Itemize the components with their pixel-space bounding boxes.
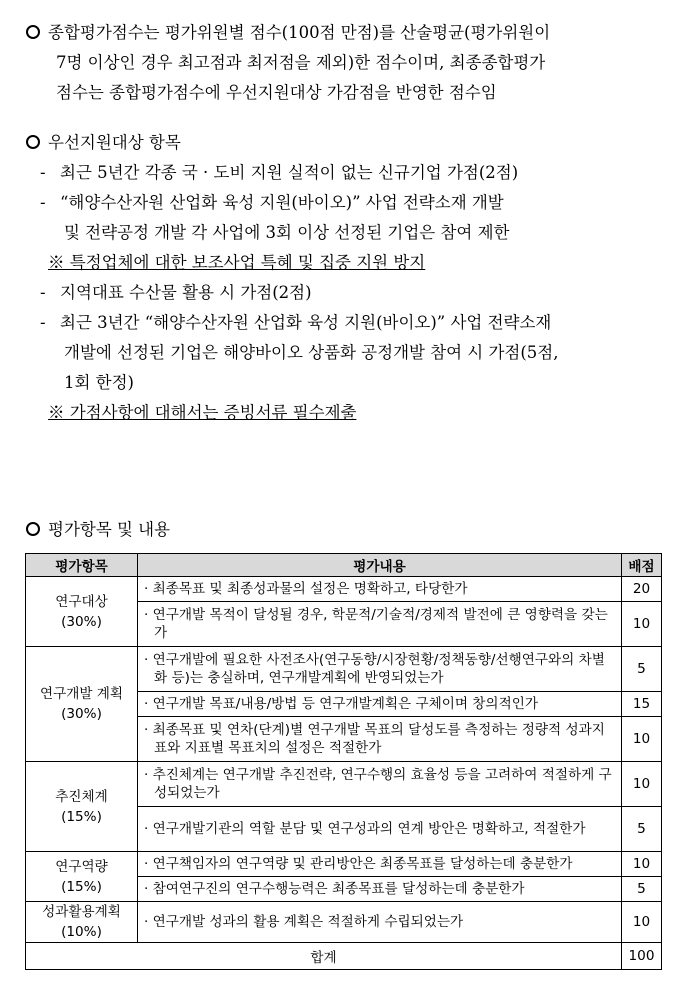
header-content: 평가내용 <box>138 554 622 577</box>
total-row <box>26 943 662 970</box>
item-score: 5 <box>622 877 662 902</box>
circle-bullet-icon <box>26 522 40 536</box>
category-weight: (30%) <box>61 613 102 630</box>
priority-item-1: - 최근 5년간 각종 국 · 도비 지원 실적이 없는 신규기업 가점(2점) <box>22 158 667 188</box>
item-text: · 최종목표 및 연차(단계)별 연구개발 목표의 달성도를 측정하는 정량적 성과지표와 지표별 목표치의 설정은 적절한가 <box>138 717 622 762</box>
category-cell <box>26 762 138 852</box>
item-text: · 연구개발 목표/내용/방법 등 연구개발계획은 구체이며 창의적인가 <box>138 692 622 717</box>
table-header-row <box>26 554 662 577</box>
item-text: · 연구개발 성과의 활용 계획은 적절하게 수립되었는가 <box>138 902 622 943</box>
circle-bullet-icon <box>26 25 40 39</box>
evaluation-heading-row <box>22 515 667 545</box>
item-text: · 연구개발기관의 역할 분담 및 연구성과의 연계 방안은 명확하고, 적절한가 <box>138 807 622 852</box>
priority-note-2: ※ 가점사항에 대해서는 증빙서류 필수제출 <box>48 403 357 422</box>
item-score: 5 <box>622 807 662 852</box>
table-row <box>26 852 662 877</box>
category-cell <box>26 852 138 902</box>
item-text: · 연구개발에 필요한 사전조사(연구동향/시장현황/정책동향/선행연구와의 차별화 등)는 충실하며, 연구개발계획에 반영되었는가 <box>138 647 622 692</box>
intro-line-2: 7명 이상인 경우 최고점과 최저점을 제외)한 점수이며, 최종종합평가 <box>56 53 546 72</box>
item-score: 5 <box>622 647 662 692</box>
table-row <box>26 902 662 943</box>
category-name: 연구개발 계획 <box>39 686 124 702</box>
priority-item-4: - 최근 3년간 “해양수산자원 산업화 육성 지원(바이오)” 사업 전략소재 <box>22 308 667 338</box>
category-weight: (30%) <box>61 706 102 722</box>
category-name: 성과활용계획 <box>42 904 121 920</box>
header-category: 평가항목 <box>26 554 138 577</box>
item-text: · 최종목표 및 최종성과물의 설정은 명확하고, 타당한가 <box>138 577 622 602</box>
priority-heading: 우선지원대상 항목 <box>48 133 181 152</box>
category-cell <box>26 647 138 762</box>
item-score: 10 <box>622 852 662 877</box>
priority-item-4-cont-2: 1회 한정) <box>64 373 134 392</box>
item-text: · 연구개발 목적이 달성될 경우, 학문적/기술적/경제적 발전에 큰 영향력을 갖는가 <box>138 602 622 647</box>
category-weight: (15%) <box>61 878 102 895</box>
category-cell <box>26 902 138 943</box>
category-name: 연구역량 <box>55 858 108 875</box>
item-score: 20 <box>622 577 662 602</box>
dash-bullet: - <box>40 313 46 332</box>
intro-paragraph <box>22 18 667 108</box>
item-score: 10 <box>622 902 662 943</box>
item-score: 10 <box>622 762 662 807</box>
dash-bullet: - <box>40 163 46 182</box>
priority-item-3: - 지역대표 수산물 활용 시 가점(2점) <box>22 278 667 308</box>
item-text: · 연구책임자의 연구역량 및 관리방안은 최종목표를 달성하는데 충분한가 <box>138 852 622 877</box>
dash-bullet: - <box>40 193 46 212</box>
table-row <box>26 577 662 602</box>
total-score: 100 <box>622 943 662 970</box>
item-score: 15 <box>622 692 662 717</box>
intro-line-3: 점수는 종합평가점수에 우선지원대상 가감점을 반영한 점수임 <box>56 83 497 102</box>
category-cell <box>26 577 138 647</box>
priority-item-2: - “해양수산자원 산업화 육성 지원(바이오)” 사업 전략소재 개발 <box>22 188 667 218</box>
priority-section <box>22 128 667 428</box>
header-score: 배점 <box>622 554 662 577</box>
priority-note-1: ※ 특정업체에 대한 보조사업 특혜 및 집중 지원 방지 <box>48 253 426 272</box>
category-weight: (15%) <box>61 808 102 825</box>
table-row <box>26 647 662 692</box>
intro-line-1: 종합평가점수는 평가위원별 점수(100점 만점)를 산술평균(평가위원이 <box>48 23 551 42</box>
category-weight: (10%) <box>61 924 102 940</box>
evaluation-heading: 평가항목 및 내용 <box>48 520 171 539</box>
priority-item-2-cont: 및 전략공정 개발 각 사업에 3회 이상 선정된 기업은 참여 제한 <box>64 223 510 242</box>
category-name: 추진체계 <box>55 788 108 805</box>
item-text: · 참여연구진의 연구수행능력은 최종목표를 달성하는데 충분한가 <box>138 877 622 902</box>
table-row <box>26 762 662 807</box>
total-label: 합계 <box>26 943 622 970</box>
circle-bullet-icon <box>26 135 40 149</box>
item-score: 10 <box>622 717 662 762</box>
category-name: 연구대상 <box>55 593 108 610</box>
evaluation-table <box>25 553 662 970</box>
item-score: 10 <box>622 602 662 647</box>
priority-item-4-cont-1: 개발에 선정된 기업은 해양바이오 상품화 공정개발 참여 시 가점(5점, <box>64 343 559 362</box>
dash-bullet: - <box>40 283 46 302</box>
item-text: · 추진체계는 연구개발 추진전략, 연구수행의 효율성 등을 고려하여 적절하게 구성되었는가 <box>138 762 622 807</box>
